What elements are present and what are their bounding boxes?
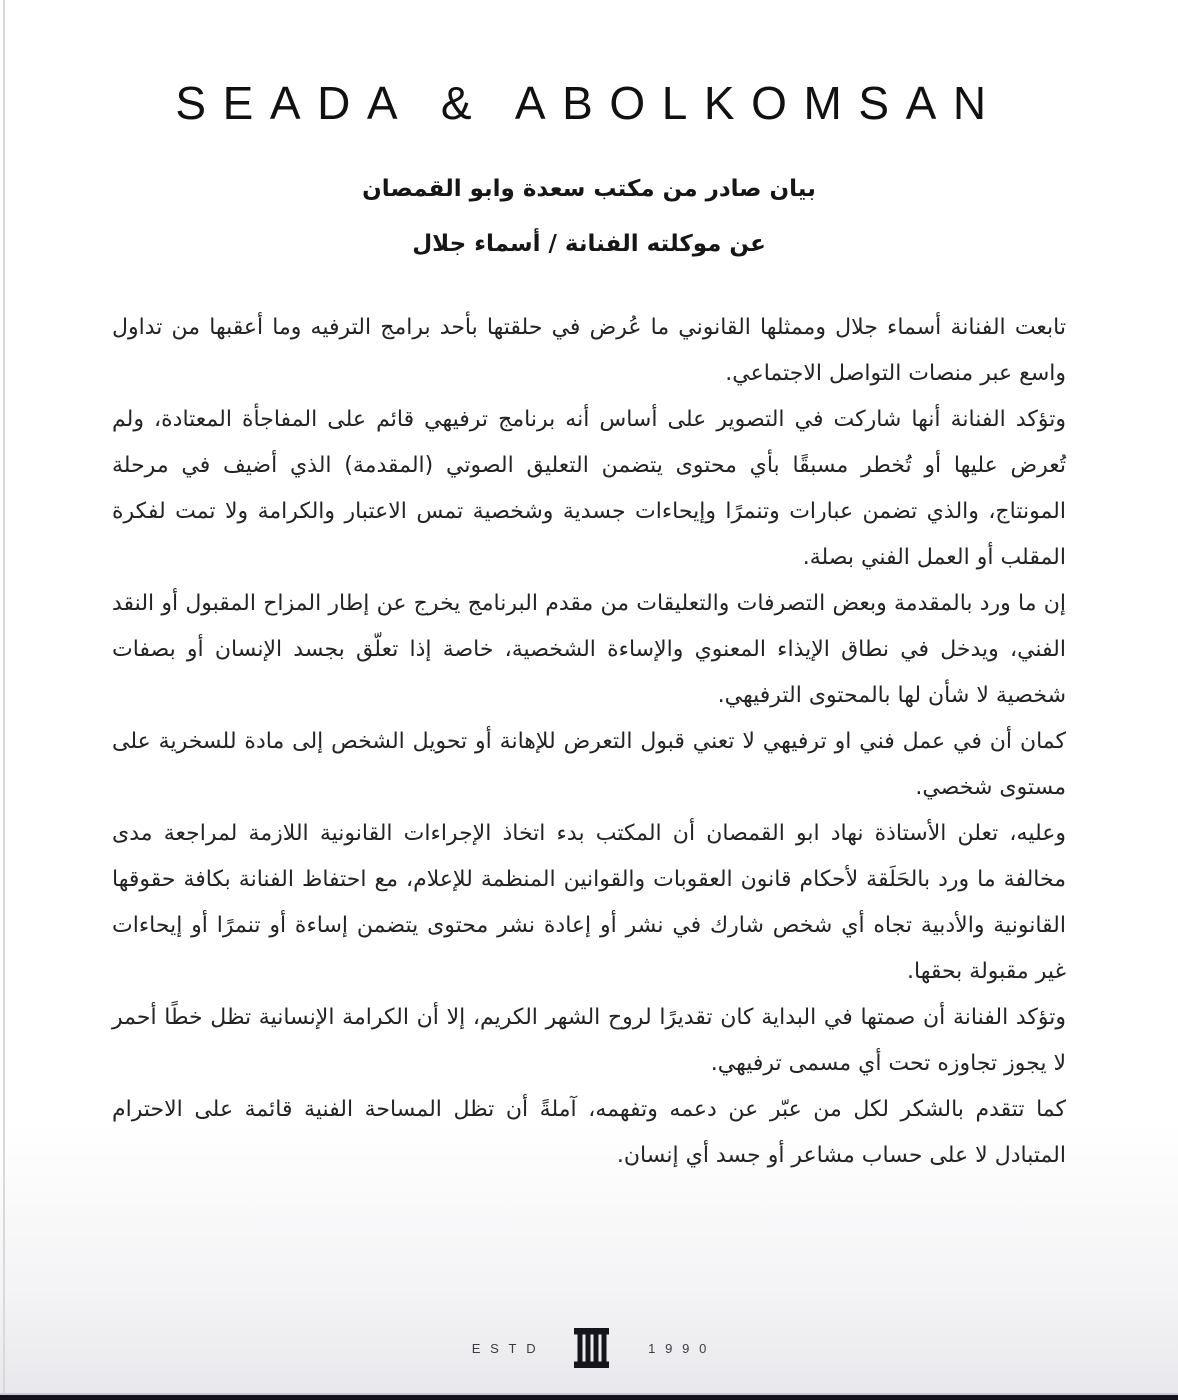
statement-paragraph: كمان أن في عمل فني او ترفيهي لا تعني قبول التعرض للإهانة أو تحويل الشخص إلى مادة للسخرية على مستوى شخصي. xyxy=(112,729,1066,800)
statement-paragraph: كما تتقدم بالشكر لكل من عبّر عن دعمه وتفهمه، آملةً أن تظل المساحة الفنية قائمة على الاحترام المتبادل لا على حساب مشاعر أو جسد أي إنسان. xyxy=(112,1097,1066,1168)
statement-paragraph: وتؤكد الفنانة أنها شاركت في التصوير على أساس أنه برنامج ترفيهي قائم على المفاجأة المعتادة، ولم تُعرض عليها أو تُخطر مسبقًا بأي محتوى يتضمن التعليق الصوتي (المقدمة) الذي أضيف في مرحلة المونتاج، والذي تضمن عبارات وتنمرًا وإيحاءات جسدية وشخصية تمس الاعتبار والكرامة ولا تمت لفكرة المقلب أو العمل الفني بصلة. xyxy=(112,407,1066,570)
estd-label: ESTD xyxy=(471,1340,546,1356)
estd-year: 1990 xyxy=(648,1340,717,1356)
footer xyxy=(0,1328,1178,1368)
page-edge-line xyxy=(3,0,5,1400)
statement-paragraph: وتؤكد الفنانة أن صمتها في البداية كان تقديرًا لروح الشهر الكريم، إلا أن الكرامة الإنسانية تظل خطًا أحمر لا يجوز تجاوزه تحت أي مسمى ترفيهي. xyxy=(112,1005,1066,1076)
pillar-column-icon xyxy=(573,1328,610,1368)
firm-name: SEADA & ABOLKOMSAN xyxy=(175,77,1003,129)
statement-title-line1: بيان صادر من مكتب سعدة وابو القمصان xyxy=(362,176,816,202)
statement-paragraph: إن ما ورد بالمقدمة وبعض التصرفات والتعليقات من مقدم البرنامج يخرج عن إطار المزاح المقبول أو النقد الفني، ويدخل في نطاق الإيذاء المعنوي والإساءة الشخصية، خاصة إذا تعلّق بجسد الإنسان أو بصفات شخصية لا شأن لها بالمحتوى الترفيهي. xyxy=(112,591,1066,708)
statement-paragraph: وعليه، تعلن الأستاذة نهاد ابو القمصان أن المكتب بدء اتخاذ الإجراءات القانونية اللازمة لمراجعة مدى مخالفة ما ورد بالحَلَقة لأحكام قانون العقوبات والقوانين المنظمة للإعلام، مع احتفاظ الفنانة بكافة حقوقها القانونية والأدبية تجاه أي شخص شارك في نشر أو إعادة نشر محتوى يتضمن إساءة أو تنمرًا أو إيحاءات غير مقبولة بحقها. xyxy=(112,821,1066,984)
bottom-bar xyxy=(0,1393,1178,1400)
statement-title-line2: عن موكلته الفنانة / أسماء جلال xyxy=(412,231,766,257)
statement-paragraph: تابعت الفنانة أسماء جلال وممثلها القانوني ما عُرض في حلقتها بأحد برامج الترفيه وما أعقبها من تداول واسع عبر منصات التواصل الاجتماعي. xyxy=(112,315,1066,386)
statement-body xyxy=(112,305,1066,1179)
